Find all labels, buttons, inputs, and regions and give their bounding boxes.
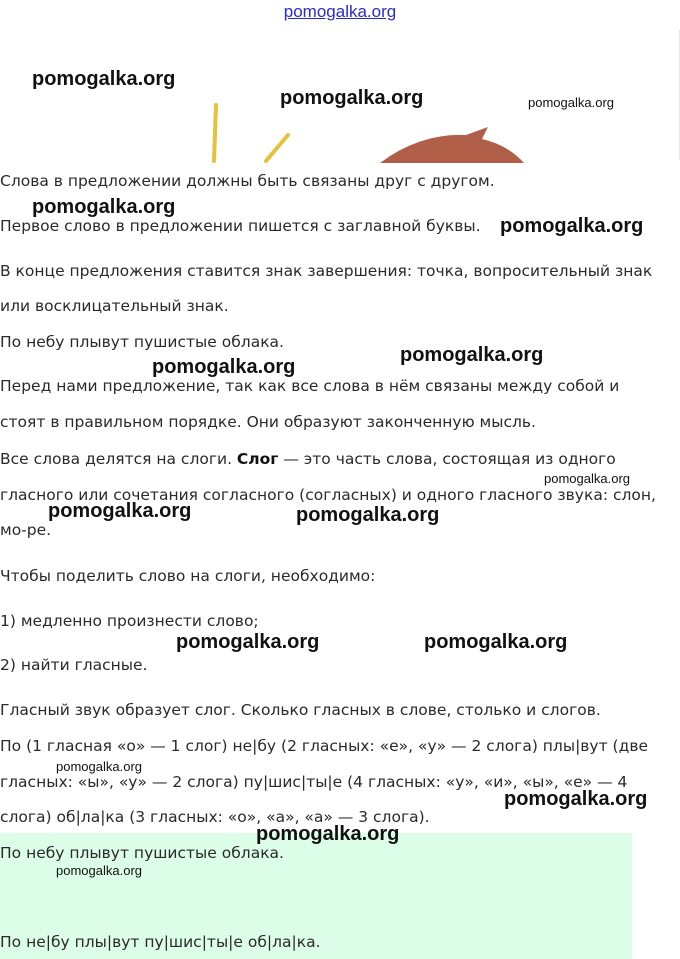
watermark: pomogalka.org <box>152 356 296 378</box>
paragraph: гласных: «ы», «у» — 2 слога) пу|шис|ты|е (4 гласных: «у», «и», «ы», «е» — 4 <box>0 773 628 791</box>
list-item: 1) медленно произнести слово; <box>0 612 259 630</box>
watermark: pomogalka.org <box>176 631 320 653</box>
watermark: pomogalka.org <box>280 87 424 109</box>
paragraph: В конце предложения ставится знак завершения: точка, вопросительный знак <box>0 262 653 280</box>
paragraph: Первое слово в предложении пишется с заглавной буквы. <box>0 217 481 235</box>
paragraph <box>0 450 680 468</box>
paragraph: Чтобы поделить слово на слоги, необходимо: <box>0 567 376 585</box>
watermark: pomogalka.org <box>544 471 630 486</box>
paragraph: Слова в предложении должны быть связаны друг с другом. <box>0 172 495 190</box>
term-slog: Слог <box>236 450 279 468</box>
cloud-shape <box>380 127 524 163</box>
watermark: pomogalka.org <box>56 863 142 878</box>
watermark: pomogalka.org <box>400 344 544 366</box>
paragraph: мо-ре. <box>0 521 52 539</box>
paragraph: Перед нами предложение, так как все слова в нём связаны между собой и <box>0 377 620 395</box>
watermark: pomogalka.org <box>48 500 192 522</box>
watermark: pomogalka.org <box>424 631 568 653</box>
watermark: pomogalka.org <box>256 823 400 845</box>
watermark: pomogalka.org <box>528 95 614 110</box>
text-span: — это часть слова, состоящая из одного <box>278 450 616 468</box>
paragraph: или восклицательный знак. <box>0 297 229 315</box>
list-item: 2) найти гласные. <box>0 656 148 674</box>
text-span: Все слова делятся на слоги. <box>0 450 237 468</box>
watermark: pomogalka.org <box>504 788 648 810</box>
watermark: pomogalka.org <box>56 759 142 774</box>
paragraph: слога) об|ла|ка (3 гласных: «о», «а», «а» — 3 слога). <box>0 808 430 826</box>
sun-ray <box>266 135 288 161</box>
watermark: pomogalka.org <box>32 68 176 90</box>
answer-line: По не|бу плы|вут пу|шис|ты|е об|ла|ка. <box>0 933 321 951</box>
paragraph: гласного или сочетания согласного (согласных) и одного гласного звука: слон, <box>0 486 656 504</box>
watermark: pomogalka.org <box>500 215 644 237</box>
top-watermark-link[interactable]: pomogalka.org <box>283 2 397 21</box>
paragraph: По небу плывут пушистые облака. <box>0 333 284 351</box>
illustration <box>0 95 680 163</box>
paragraph: По (1 гласная «о» — 1 слог) не|бу (2 гласных: «е», «у» — 2 слога) плы|вут (две <box>0 737 648 755</box>
paragraph: стоят в правильном порядке. Они образуют законченную мысль. <box>0 413 536 431</box>
paragraph: Гласный звук образует слог. Сколько гласных в слове, столько и слогов. <box>0 701 601 719</box>
sun-ray <box>214 105 216 161</box>
answer-line: По небу плывут пушистые облака. <box>0 844 284 862</box>
watermark: pomogalka.org <box>32 196 176 218</box>
watermark: pomogalka.org <box>296 504 440 526</box>
